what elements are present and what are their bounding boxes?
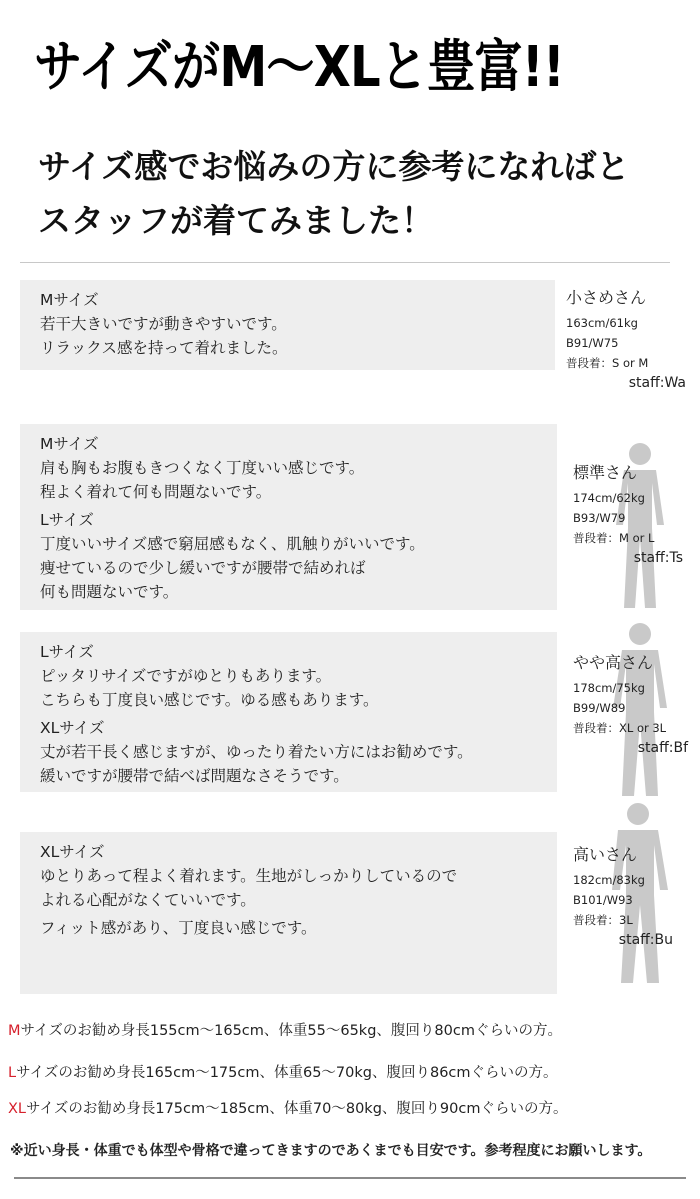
review-line: 何も問題ないです。	[40, 583, 179, 601]
review-line: 緩いですが腰帯で結べば問題なさそうです。	[40, 767, 349, 785]
review-line: 程よく着れて何も問題ないです。	[40, 483, 272, 501]
review-size-heading: XLサイズ	[40, 719, 105, 737]
staff-usual-size: 普段着：XL or 3L	[573, 721, 667, 735]
staff-info-4	[573, 842, 673, 950]
footer-divider	[14, 1177, 686, 1179]
review-line: ゆとりあって程よく着れます。生地がしっかりしているので	[40, 867, 458, 885]
subtitle-line-2: スタッフが着てみました！	[38, 201, 434, 240]
staff-measurements: B99/W89	[573, 701, 626, 715]
staff-info-2	[573, 460, 683, 568]
review-size-heading: Mサイズ	[40, 291, 99, 309]
review-line: こちらも丁度良い感じです。ゆる感もあります。	[40, 691, 379, 709]
subtitle-line-1: サイズ感でお悩みの方に参考になればと	[38, 147, 630, 186]
review-line: 肩も胸もお腹もきつくなく丁度いい感じです。	[40, 459, 365, 477]
review-size-heading: Mサイズ	[40, 435, 99, 453]
staff-info-1	[566, 285, 686, 393]
staff-usual-size: 普段着：S or M	[566, 356, 649, 370]
review-line: 若干大きいですが動きやすいです。	[40, 315, 287, 333]
review-size-heading: Lサイズ	[40, 511, 94, 529]
review-line: 痩せているので少し緩いですが腰帯で結めれば	[40, 559, 366, 577]
size-recommendation-text: サイズのお勧め身長175cm～185cm、体重70～80kg、腹回り90cmぐらいの方。	[26, 1101, 568, 1117]
size-recommendation-text: サイズのお勧め身長165cm～175cm、体重65～70kg、腹回り86cmぐらいの方。	[16, 1065, 558, 1081]
staff-signature: staff:Wa	[628, 375, 686, 391]
page-subtitle	[38, 140, 678, 248]
review-line: リラックス感を持って着れました。	[40, 339, 288, 357]
review-size-heading: XLサイズ	[40, 843, 105, 861]
header-divider	[20, 262, 670, 263]
disclaimer-note: ※近い身長・体重でも体型や骨格で違ってきますのであくまでも目安です。参考程度にお願いします。	[10, 1143, 652, 1159]
review-line: よれる心配がなくていいです。	[40, 891, 256, 909]
staff-name: 標準さん	[573, 463, 638, 482]
size-label-accent: XL	[8, 1101, 27, 1117]
staff-usual-size: 普段着：M or L	[573, 531, 655, 545]
staff-measurements: B91/W75	[566, 336, 619, 350]
staff-measurements: B93/W79	[573, 511, 626, 525]
size-label-accent: M	[8, 1023, 21, 1039]
staff-info-3	[573, 650, 688, 758]
staff-name: 高いさん	[573, 845, 638, 864]
size-recommendation-xl	[8, 1098, 567, 1120]
staff-name: 小さめさん	[566, 288, 647, 307]
review-line: 丈が若干長く感じますが、ゆったり着たい方にはお勧めです。	[40, 743, 473, 761]
page-title: サイズがM～XLと豊富!!	[34, 35, 564, 100]
staff-name: やや高さん	[573, 653, 654, 672]
staff-measurements: B101/W93	[573, 893, 633, 907]
staff-height-weight: 182cm/83kg	[573, 873, 645, 887]
review-card-2	[20, 424, 557, 610]
size-recommendation-text: サイズのお勧め身長155cm～165cm、体重55～65kg、腹回り80cmぐらいの方。	[20, 1023, 562, 1039]
staff-signature: staff:Ts	[633, 550, 683, 566]
size-recommendation-m	[8, 1020, 562, 1042]
review-line: ピッタリサイズですがゆとりもあります。	[40, 667, 332, 685]
staff-height-weight: 174cm/62kg	[573, 491, 645, 505]
size-recommendation-l	[8, 1062, 558, 1084]
staff-height-weight: 178cm/75kg	[573, 681, 645, 695]
review-size-heading: Lサイズ	[40, 643, 94, 661]
review-card-3	[20, 632, 557, 792]
staff-usual-size: 普段着：3L	[573, 913, 633, 927]
staff-height-weight: 163cm/61kg	[566, 316, 638, 330]
staff-signature: staff:Bu	[618, 932, 673, 948]
staff-signature: staff:Bf	[637, 740, 688, 756]
review-card-1	[20, 280, 555, 370]
review-card-4	[20, 832, 557, 994]
review-line: 丁度いいサイズ感で窮屈感もなく、肌触りがいいです。	[40, 535, 425, 553]
size-label-accent: L	[8, 1065, 17, 1081]
review-line: フィット感があり、丁度良い感じです。	[40, 919, 317, 937]
